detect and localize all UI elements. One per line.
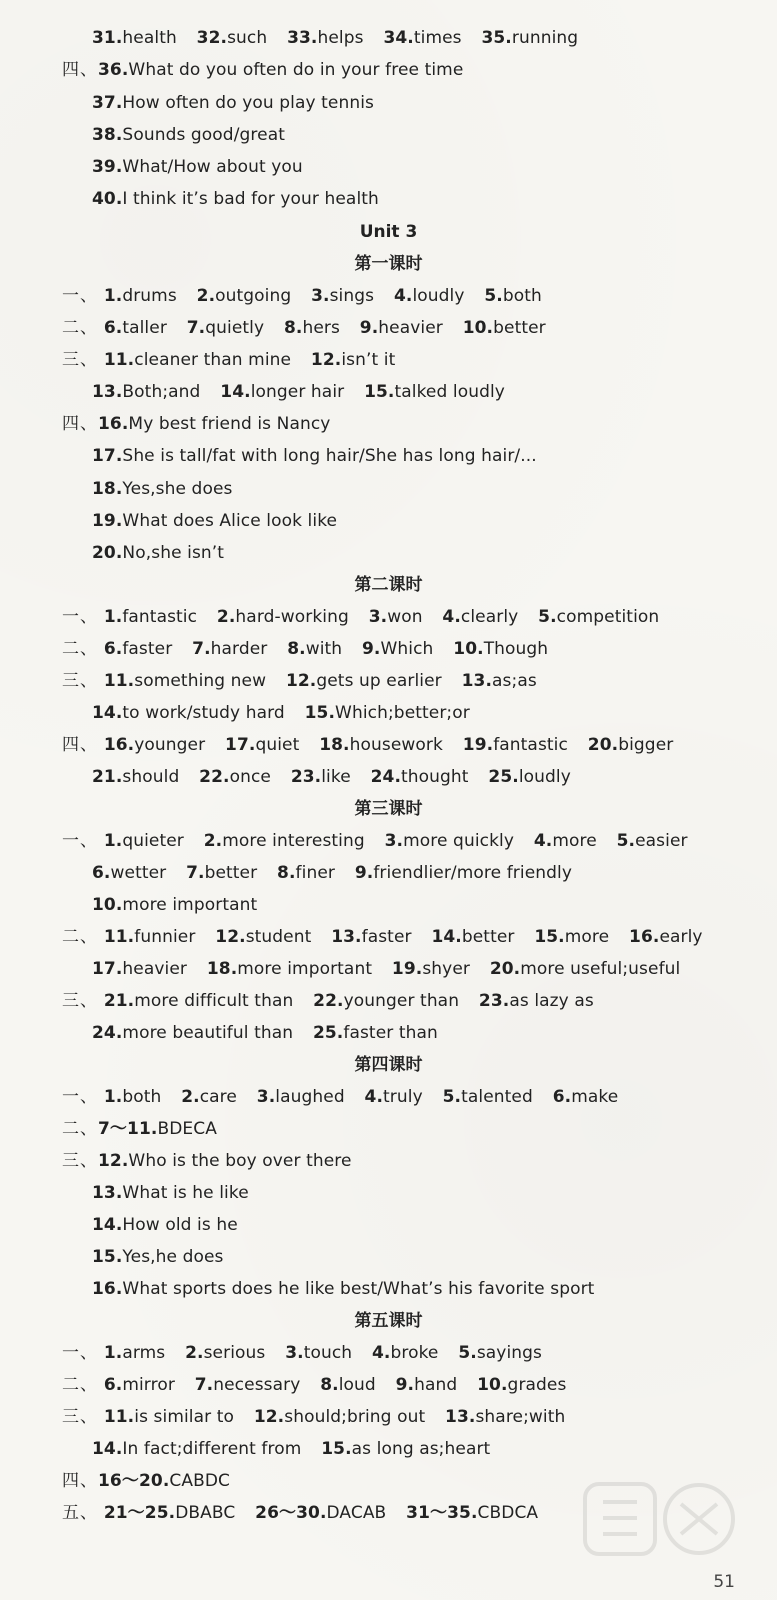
answer-line-19: 19.What does Alice look like xyxy=(92,511,338,531)
answer-item: 12.should;bring out xyxy=(253,1407,426,1427)
answer-line-1-5 xyxy=(62,1342,556,1364)
answer-line-11-13 xyxy=(62,1406,579,1428)
answer-item: 12.student xyxy=(215,927,312,947)
answer-item: 4.more xyxy=(533,831,597,851)
answer-line-6-10 xyxy=(62,317,560,339)
answer-item: 26～30.DACAB xyxy=(255,1503,387,1523)
answer-item: 5.sayings xyxy=(458,1343,543,1363)
section-label: 一、 xyxy=(62,831,98,851)
answer-item: 2.care xyxy=(181,1087,237,1107)
answer-line-17: 17.She is tall/fat with long hair/She has long hair/... xyxy=(92,446,537,466)
answer-item: 15.talked loudly xyxy=(364,382,505,402)
answer-line-16: 16.What sports does he like best/What’s his favorite sport xyxy=(92,1279,595,1299)
answer-item: 3.laughed xyxy=(256,1087,345,1107)
answer-line-16-20: 四、16～20.CABDC xyxy=(62,1471,230,1491)
section-label: 四、 xyxy=(62,60,98,80)
answer-item: 15.as long as;heart xyxy=(321,1439,491,1459)
section-label: 二、 xyxy=(62,639,98,659)
answer-line-11-16 xyxy=(62,926,717,948)
answer-item: 22.younger than xyxy=(313,991,460,1011)
answer-line-1-5 xyxy=(62,285,556,307)
answer-line-14-15 xyxy=(92,1438,504,1460)
answer-line-39: 39.What/How about you xyxy=(92,157,303,177)
section-label: 三、 xyxy=(62,1151,98,1171)
lesson-heading-4: 第四课时 xyxy=(354,1055,423,1075)
answer-item: 13.faster xyxy=(331,927,412,947)
answer-item: 13.as;as xyxy=(461,671,537,691)
answer-item: 14.In fact;different from xyxy=(92,1439,302,1459)
answer-item: 24.thought xyxy=(370,767,469,787)
answer-line-1-6 xyxy=(62,1086,632,1108)
answer-item: 14.to work/study hard xyxy=(92,703,285,723)
answer-line-14: 14.How old is he xyxy=(92,1215,238,1235)
section-label: 三、 xyxy=(62,671,98,691)
answer-line-38: 38.Sounds good/great xyxy=(92,125,285,145)
section-label: 二、 xyxy=(62,1375,98,1395)
answer-line-17-20 xyxy=(92,958,694,980)
answer-line-11-12 xyxy=(62,349,409,371)
answer-item: 16.younger xyxy=(103,735,206,755)
answer-item: 14.longer hair xyxy=(220,382,345,402)
answer-item: 4.truly xyxy=(364,1087,423,1107)
answer-line-20: 20.No,she isn’t xyxy=(92,543,225,563)
section-label: 二、 xyxy=(62,318,98,338)
answer-item: 11.cleaner than mine xyxy=(103,350,292,370)
answer-line-11-13 xyxy=(62,670,551,692)
answer-item: 5.both xyxy=(484,286,542,306)
answer-item: 35.running xyxy=(481,28,579,48)
answer-line-13-15 xyxy=(92,381,519,403)
lesson-heading-5: 第五课时 xyxy=(354,1311,423,1331)
answer-item: 17.quiet xyxy=(225,735,300,755)
answer-line-16-20 xyxy=(62,734,687,756)
answer-item: 23.like xyxy=(290,767,351,787)
answer-item: 7.necessary xyxy=(194,1375,301,1395)
section-label: 四、 xyxy=(62,1471,98,1491)
answer-item: 5.competition xyxy=(538,607,660,627)
answer-item: 3.touch xyxy=(285,1343,353,1363)
unit-title: Unit 3 xyxy=(359,222,418,242)
answer-item: 11.funnier xyxy=(103,927,196,947)
answer-item: 20.bigger xyxy=(587,735,674,755)
answer-item: 15.more xyxy=(534,927,610,947)
section-label: 一、 xyxy=(62,1087,98,1107)
answer-item: 6.faster xyxy=(103,639,173,659)
answer-item: 7.harder xyxy=(192,639,268,659)
answer-line-21-23 xyxy=(62,990,608,1012)
section-label: 三、 xyxy=(62,350,98,370)
answer-item: 32.such xyxy=(196,28,268,48)
answer-item: 8.hers xyxy=(283,318,340,338)
answer-line-6-10 xyxy=(62,638,562,660)
answer-item: 18.housework xyxy=(319,735,443,755)
answer-line-1-5 xyxy=(62,830,702,852)
answer-item: 22.once xyxy=(199,767,271,787)
answer-line-16: 四、16.My best friend is Nancy xyxy=(62,414,331,434)
answer-item: 6.taller xyxy=(103,318,167,338)
answer-item: 3.won xyxy=(368,607,423,627)
answer-item: 17.heavier xyxy=(92,959,188,979)
answer-item: 1.both xyxy=(103,1087,162,1107)
answer-item: 31～35.CBDCA xyxy=(406,1503,539,1523)
answer-item: 10.Though xyxy=(453,639,549,659)
answer-line-10 xyxy=(92,894,271,916)
answer-item: 10.better xyxy=(462,318,546,338)
section-label: 一、 xyxy=(62,286,98,306)
section-label: 二、 xyxy=(62,927,98,947)
answer-item: 6.wetter xyxy=(92,863,167,883)
answer-item: 3.sings xyxy=(311,286,375,306)
answer-line-6-9 xyxy=(92,862,586,884)
section-label: 一、 xyxy=(62,607,98,627)
answer-line-18: 18.Yes,she does xyxy=(92,479,233,499)
answer-item: 8.loud xyxy=(320,1375,376,1395)
answer-item: 4.broke xyxy=(371,1343,439,1363)
answer-item: 23.as lazy as xyxy=(478,991,594,1011)
answer-item: 1.arms xyxy=(103,1343,166,1363)
answer-line-40: 40.I think it’s bad for your health xyxy=(92,189,379,209)
answer-item: 34.times xyxy=(383,28,462,48)
answer-item: 9.friendlier/more friendly xyxy=(354,863,573,883)
answer-item: 20.more useful;useful xyxy=(489,959,681,979)
answer-item: 7.better xyxy=(186,863,258,883)
section-label: 四、 xyxy=(62,414,98,434)
answer-item: 1.drums xyxy=(103,286,177,306)
answer-line-15: 15.Yes,he does xyxy=(92,1247,224,1267)
answer-item: 12.gets up earlier xyxy=(285,671,442,691)
answer-item: 21.more difficult than xyxy=(103,991,294,1011)
answer-item: 5.easier xyxy=(616,831,688,851)
answer-line-37: 37.How often do you play tennis xyxy=(92,93,374,113)
answer-item: 33.helps xyxy=(287,28,364,48)
answer-item: 21～25.DBABC xyxy=(103,1503,236,1523)
answer-item: 8.with xyxy=(287,639,343,659)
lesson-heading-1: 第一课时 xyxy=(354,254,423,274)
answer-line-24-25 xyxy=(92,1022,452,1044)
answer-item: 9.Which xyxy=(362,639,434,659)
answer-line-31-35 xyxy=(92,27,592,49)
answer-line-1-5 xyxy=(62,606,673,628)
answer-item: 12.isn’t it xyxy=(310,350,396,370)
section-label: 一、 xyxy=(62,1343,98,1363)
answer-item: 1.fantastic xyxy=(103,607,198,627)
section-label: 二、 xyxy=(62,1119,98,1139)
answer-item: 25.faster than xyxy=(312,1023,438,1043)
lesson-heading-3: 第三课时 xyxy=(354,799,423,819)
answer-line-7-11: 二、7～11.BDECA xyxy=(62,1119,217,1139)
answer-item: 8.finer xyxy=(277,863,335,883)
answer-item: 2.serious xyxy=(185,1343,266,1363)
answer-item: 4.loudly xyxy=(393,286,465,306)
page-number: 51 xyxy=(713,1572,735,1592)
answer-item: 9.heavier xyxy=(359,318,443,338)
answer-item: 11.is similar to xyxy=(103,1407,234,1427)
section-label: 三、 xyxy=(62,1407,98,1427)
answer-item: 1.quieter xyxy=(103,831,184,851)
answer-item: 18.more important xyxy=(206,959,373,979)
answer-item: 5.talented xyxy=(442,1087,533,1107)
answer-item: 2.more interesting xyxy=(203,831,365,851)
answer-line-12: 三、12.Who is the boy over there xyxy=(62,1151,352,1171)
answer-item: 25.loudly xyxy=(488,767,571,787)
answer-item: 19.fantastic xyxy=(462,735,568,755)
answer-line-21-35 xyxy=(62,1502,552,1524)
answer-item: 3.more quickly xyxy=(384,831,515,851)
answer-line-13: 13.What is he like xyxy=(92,1183,249,1203)
answer-item: 7.quietly xyxy=(186,318,265,338)
section-label: 五、 xyxy=(62,1503,98,1523)
watermark-stamp-icon xyxy=(583,1474,743,1564)
answer-item: 31.health xyxy=(92,28,177,48)
section-label: 四、 xyxy=(62,735,98,755)
answer-item: 6.mirror xyxy=(103,1375,175,1395)
answer-item: 19.shyer xyxy=(391,959,470,979)
answer-item: 13.Both;and xyxy=(92,382,201,402)
answer-item: 6.make xyxy=(552,1087,619,1107)
answer-line-6-10 xyxy=(62,1374,580,1396)
answer-line-36: 四、36.What do you often do in your free time xyxy=(62,60,464,80)
answer-item: 2.hard-working xyxy=(216,607,349,627)
lesson-heading-2: 第二课时 xyxy=(354,575,423,595)
answer-item: 21.should xyxy=(92,767,180,787)
answer-item: 10.more important xyxy=(92,895,258,915)
answer-item: 14.better xyxy=(431,927,515,947)
answer-line-14-15 xyxy=(92,702,484,724)
answer-line-21-25 xyxy=(92,766,585,788)
answer-item: 4.clearly xyxy=(442,607,519,627)
answer-item: 10.grades xyxy=(477,1375,567,1395)
answer-item: 9.hand xyxy=(395,1375,458,1395)
answer-item: 15.Which;better;or xyxy=(304,703,470,723)
answer-item: 24.more beautiful than xyxy=(92,1023,294,1043)
answer-item: 13.share;with xyxy=(445,1407,566,1427)
section-label: 三、 xyxy=(62,991,98,1011)
answer-item: 11.something new xyxy=(103,671,267,691)
answer-item: 2.outgoing xyxy=(196,286,292,306)
answer-item: 16.early xyxy=(629,927,703,947)
